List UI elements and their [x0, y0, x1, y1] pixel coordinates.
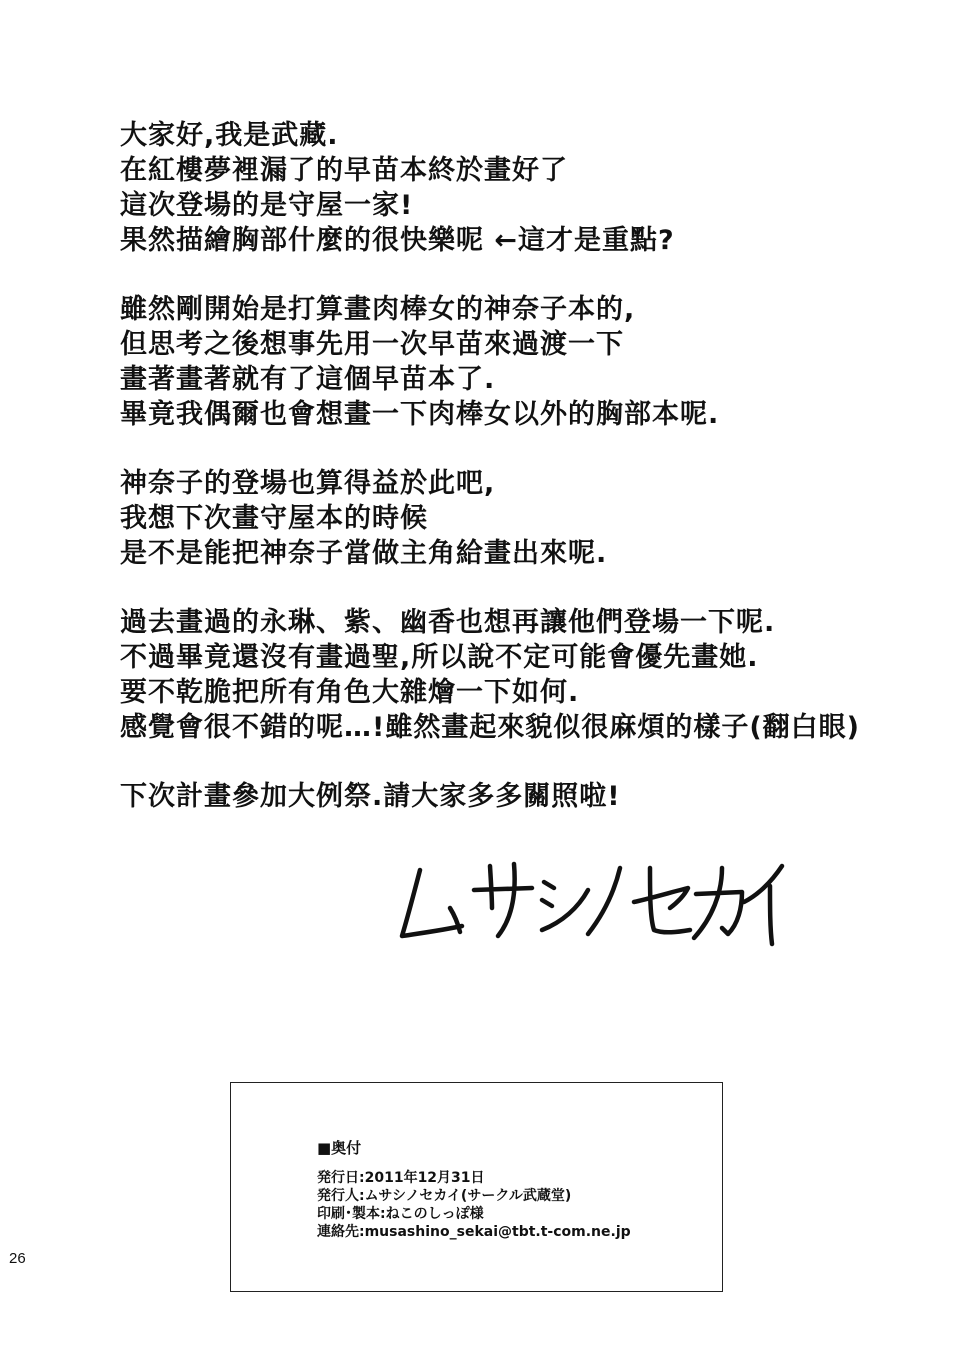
paragraph-2 — [120, 292, 920, 432]
text-line: 大家好,我是武藏. — [120, 120, 339, 151]
colophon-details — [317, 1169, 631, 1241]
text-line: 不過畢竟還沒有畫過聖,所以說不定可能會優先畫她. — [120, 642, 759, 673]
text-line: 畫著畫著就有了這個早苗本了. — [120, 364, 496, 395]
text-line: 下次計畫參加大例祭.請大家多多關照啦! — [120, 781, 621, 812]
text-line: 要不乾脆把所有角色大雜燴一下如何. — [120, 677, 580, 708]
text-line: 過去畫過的永琳、紫、幽香也想再讓他們登場一下呢. — [120, 607, 776, 638]
text-line: 雖然剛開始是打算畫肉棒女的神奈子本的, — [120, 294, 636, 325]
text-line: 果然描繪胸部什麼的很快樂呢 ←這才是重點? — [120, 225, 675, 256]
paragraph-4 — [120, 605, 920, 745]
text-line: 這次登場的是守屋一家! — [120, 190, 414, 221]
text-line: 神奈子的登場也算得益於此吧, — [120, 468, 496, 499]
printing: 印刷･製本:ねこのしっぽ様 — [317, 1206, 484, 1222]
paragraph-1 — [120, 118, 920, 258]
text-line: 在紅樓夢裡漏了的早苗本終於畫好了 — [120, 155, 568, 186]
text-line: 是不是能把神奈子當做主角給畫出來呢. — [120, 538, 608, 569]
paragraph-3 — [120, 466, 920, 571]
text-line: 但思考之後想事先用一次早苗來過渡一下 — [120, 329, 624, 360]
afterword-text — [120, 118, 920, 848]
paragraph-5 — [120, 779, 920, 814]
text-line: 我想下次畫守屋本的時候 — [120, 503, 428, 534]
text-line: 畢竟我偶爾也會想畫一下肉棒女以外的胸部本呢. — [120, 399, 720, 430]
contact: 連絡先:musashino_sekai@tbt.t-com.ne.jp — [317, 1224, 631, 1240]
colophon-title: ■奥付 — [317, 1139, 362, 1157]
publisher: 発行人:ムサシノセカイ(サークル武蔵堂) — [317, 1188, 572, 1204]
text-line: 感覺會很不錯的呢…!雖然畫起來貌似很麻煩的樣子(翻白眼) — [120, 712, 860, 743]
colophon-box — [230, 1082, 723, 1292]
issue-date: 発行日:2011年12月31日 — [317, 1170, 485, 1186]
handwritten-signature — [392, 838, 792, 948]
page-number: 26 — [9, 1250, 26, 1267]
